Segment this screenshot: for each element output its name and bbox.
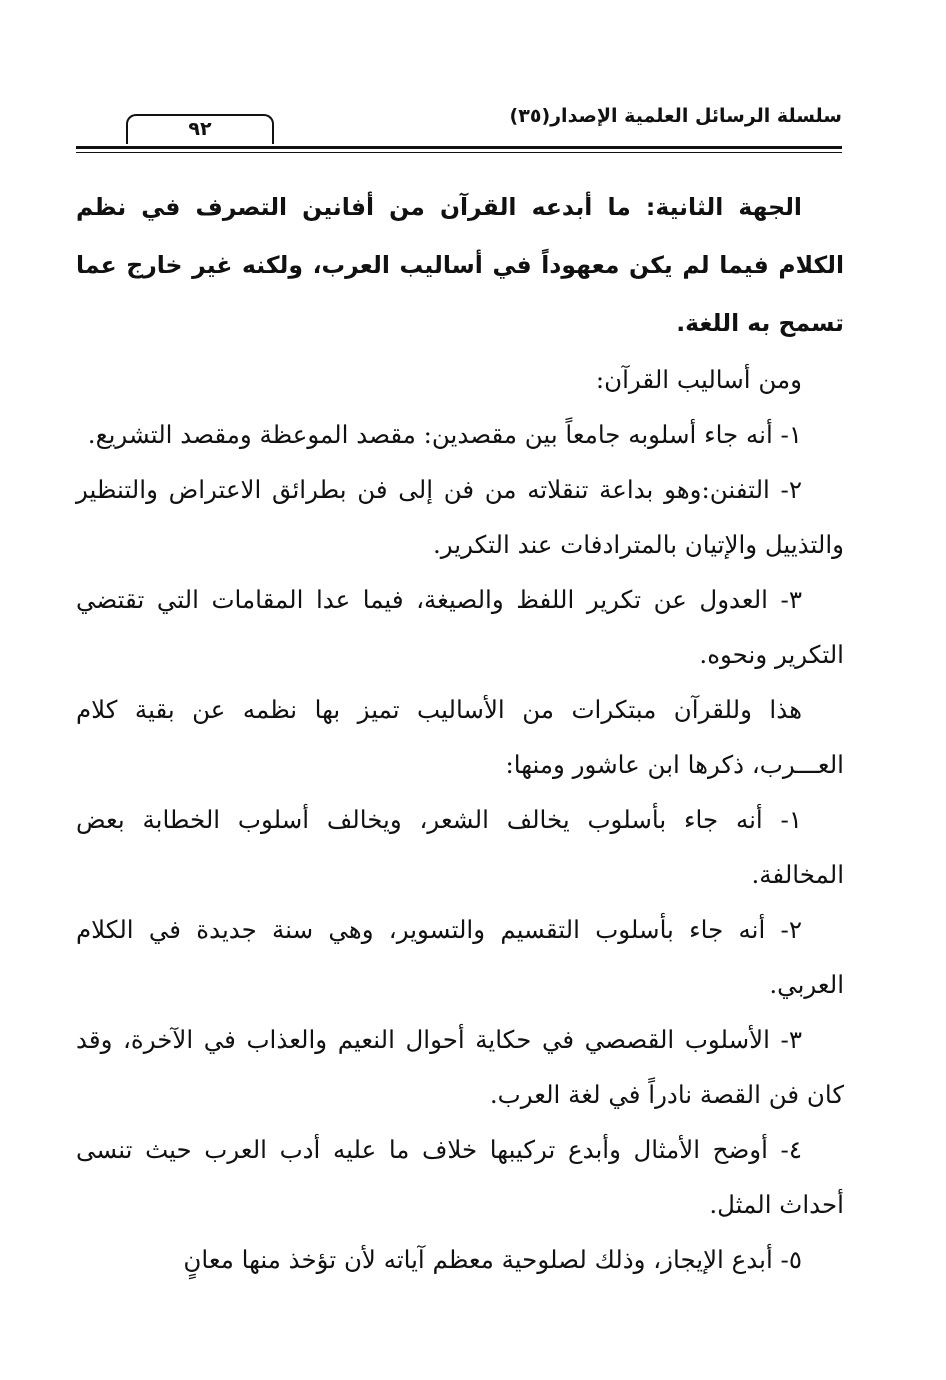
list-item: ١- أنه جاء أسلوبه جامعاً بين مقصدين: مقصد الموعظة ومقصد التشريع. (87, 420, 802, 449)
header-rule-thin (76, 152, 842, 153)
page-number: ٩٢ (126, 114, 274, 144)
list-item: ٥- أبدع الإيجاز، وذلك لصلوحية معظم آياته لأن تؤخذ منها معانٍ (183, 1245, 802, 1274)
list-item: ١- أنه جاء بأسلوب يخالف الشعر، ويخالف أسلوب الخطابة بعض المخالفة. (76, 805, 844, 889)
list-item: ٢- أنه جاء بأسلوب التقسيم والتسوير، وهي سنة جديدة في الكلام العربي. (76, 915, 844, 999)
page-header (76, 96, 842, 156)
body-text (76, 176, 844, 1287)
paragraph-quran-styles-heading: ومن أساليب القرآن: (595, 365, 802, 394)
series-title: سلسلة الرسائل العلمية الإصدار(٣٥) (509, 105, 842, 127)
list-item: ٤- أوضح الأمثال وأبدع تركيبها خلاف ما عليه أدب العرب حيث تنسى أحداث المثل. (76, 1135, 844, 1219)
list-item: ٣- الأسلوب القصصي في حكاية أحوال النعيم والعذاب في الآخرة، وقد كان فن القصة نادراً في لغة العرب. (76, 1025, 844, 1109)
paragraph-second-aspect: الجهة الثانية: ما أبدعه القرآن من أفانين التصرف في نظم الكلام فيما لم يكن معهوداً في أساليب العرب، ولكنه غير خارج عما تسمح به اللغة. (76, 193, 844, 337)
paragraph-innovations: هذا وللقرآن مبتكرات من الأساليب تميز بها نظمه عن بقية كلام العـــرب، ذكرها ابن عاشور ومنها: (76, 695, 844, 779)
list-item: ٢- التفنن:وهو بداعة تنقلاته من فن إلى فن بطرائق الاعتراض والتنظير والتذييل والإتيان بالمترادفات عند التكرير. (76, 475, 844, 559)
list-item: ٣- العدول عن تكرير اللفظ والصيغة، فيما عدا المقامات التي تقتضي التكرير ونحوه. (76, 585, 844, 669)
header-rule-thick (76, 146, 842, 149)
